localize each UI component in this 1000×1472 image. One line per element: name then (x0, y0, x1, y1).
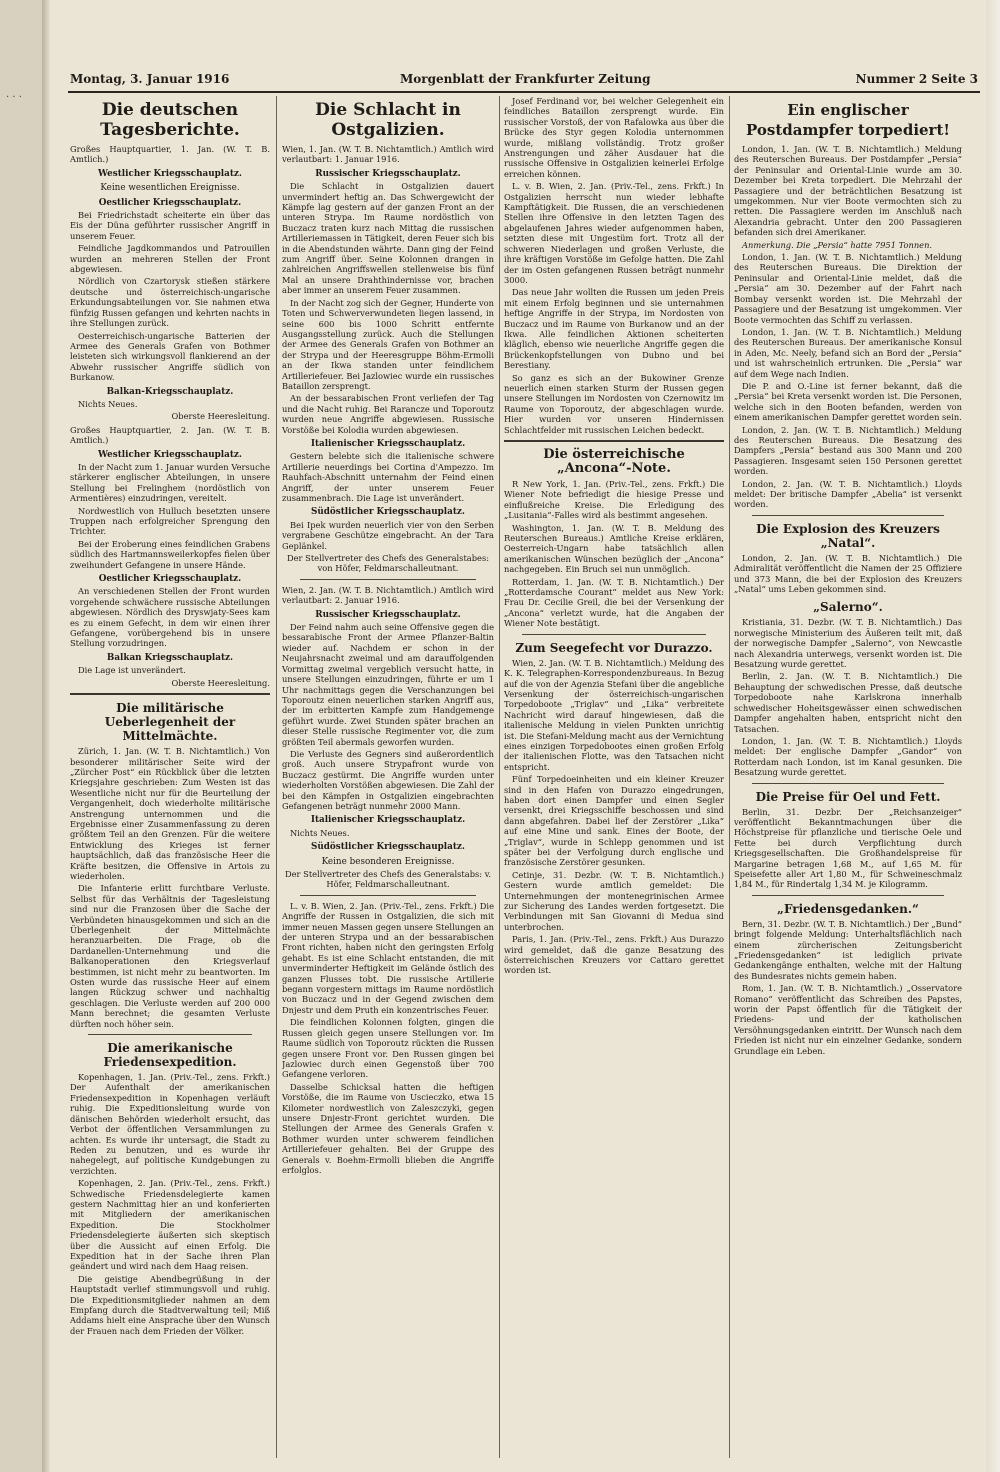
paragraph: Bei Ipek wurden neuerlich vier von den Serben vergrabene Geschütze eingebracht. An der Tara Geplänkel. (282, 519, 494, 551)
column-rule (729, 96, 730, 1458)
article-separator (522, 634, 706, 635)
header-page-number: Nummer 2 Seite 3 (855, 72, 978, 86)
paragraph: Die Schlacht in Ostgalizien dauert unvermindert heftig an. Das Schwergewicht der Kämpfe lag gestern auf der ganzen Front an der unteren Strypa. Im Raume nordöstlich von Buczacz traten kurz nach Mittag die russischen Artilleriemassen in Tätigkeit, deren Feuer sich bis in die Abendstunden währte. Dann ging der Feind zum Angriff über. Seine Kolonnen drangen in zahlreichen Angriffswellen stellenweise bis fünf Mal an unsere Drahthindernisse vor, brachen aber immer an unserem Feuer zusammen. (282, 181, 494, 296)
column-2 (282, 96, 494, 1458)
paragraph: Fünf Torpedoeinheiten und ein kleiner Kreuzer sind in den Hafen von Durazzo eingedrungen, haben dort einen Dampfer und einen Segler versenkt, drei Kriegsschiffe beschossen und sind dann abgefahren. Dabei lief der Zerstörer „Lika“ auf eine Mine und sank. Eines der Boote, der „Triglav“, wurde in Schlepp genommen und ist später bei der Verfolgung durch englische und französische Zerstörer gesunken. (504, 774, 724, 868)
section-heading: Balkan Kriegsschauplatz. (106, 652, 234, 663)
article-title: „Friedensgedanken.“ (777, 901, 919, 916)
article-title: Die österreichische „Ancona“-Note. (543, 447, 685, 476)
section-heading: Russischer Kriegsschauplatz. (315, 168, 461, 179)
paragraph: Bern, 31. Dezbr. (W. T. B. Nichtamtlich.) Der „Bund“ bringt folgende Meldung: Unterhaltsflächlich nach einem zürcherischen Zeitungsbericht „Friedensgedanken“ ist lediglich private Gedankengänge enthalten, welche mit der Haltung des Bundesrates nichts gemein haben. (734, 918, 962, 981)
section-heading: Balkan-Kriegsschauplatz. (106, 386, 234, 397)
signature: Oberste Heeresleitung. (171, 411, 270, 422)
paragraph: Zürich, 1. Jan. (W. T. B. Nichtamtlich.) Von besonderer militärischer Seite wird der „Zürcher Post“ ein Rückblick über die letzten Kriegsjahre geschrieben: Zum Westen ist das Wesentliche nicht nur für die Beurteilung der Vergangenheit, doch wiederholte militärische Anstrengung unternommen und die Ergebnisse einer Zusammenfassung zu deren größtem Teil an den Grenzen. Für die weitere Entwicklung des Krieges ist ferner hauptsächlich, daß das französische Heer die Kräfte besitzen, die Offensive in Artois zu wiederholen. (70, 746, 270, 881)
paragraph: Kristiania, 31. Dezbr. (W. T. B. Nichtamtlich.) Das norwegische Ministerium des Äußeren teilt mit, daß der norwegische Dampfer „Salerno“, von Newcastle nach Alexandria unterwegs, versenkt worden ist. Die Besatzung wurde gerettet. (734, 617, 962, 670)
paragraph: Nordwestlich von Hulluch besetzten unsere Truppen nach erfolgreicher Sprengung den Trichter. (70, 505, 270, 537)
article-title: Die Schlacht in Ostgalizien. (315, 100, 461, 140)
page-header (70, 72, 978, 90)
section-heading: Südöstlicher Kriegsschauplatz. (311, 507, 465, 518)
paragraph: An verschiedenen Stellen der Front wurden vorgehende schwächere russische Abteilungen abgewiesen. Nördlich des Dryswjaty-Sees kam es zu einem Gefecht, in dem wir einen ihrer Gefangene, vorübergehend bis in unsere Stellung vorzudringen. (70, 586, 270, 649)
adjacent-page-fragment: · · · (0, 0, 43, 1472)
paragraph: L. v. B. Wien, 2. Jan. (Priv.-Tel., zens. Frkft.) Die Angriffe der Russen in Ostgalizien, die sich mit immer neuen Massen gegen unsere Stellungen an der unteren Strypa und an der bessarabischen Front richten, haben nicht den geringsten Erfolg gehabt. Es ist eine Schlacht entstanden, die mit unverminderter Heftigkeit im Gelände östlich des ganzen Flusses tobt. Die russische Artillerie begann vorgestern mittags im Raume nordöstlich von Buczacz und in der Gegend zwischen dem Dnjestr und dem Pruth ein konzentrisches Feuer. (282, 900, 494, 1015)
paragraph: Gestern belebte sich die italienische schwere Artillerie neuerdings bei Cortina d'Ampezzo. Im Rauhfach-Abschnitt unternahm der Feind einen Angriff, der unter unserem Feuer zusammenbrach. Die Lage ist unverändert. (282, 451, 494, 503)
paragraph: Die Infanterie erlitt furchtbare Verluste. Selbst für das Verhältnis der Tagesleistung sind nur die Franzosen über die Sache der Verbündeten hinausgekommen und sich an die Überlegenheit der Mittelmächte heranzuarbeiten. Die Frage, ob die Dardanellen-Unternehmung und die Balkanoperationen den Kriegsverlauf bestimmen, ist nicht mehr zu beantworten. Im Osten wurde das russische Heer auf einem langen Rückzug schwer und nachhaltig geschlagen. Die Verluste werden auf 200 000 Mann berechnet; die gesamten Verluste dürften noch höher sein. (70, 883, 270, 1029)
paragraph: Bei der Eroberung eines feindlichen Grabens südlich des Hartmannsweilerkopfes fielen über zweihundert Gefangene in unsere Hände. (70, 538, 270, 570)
paragraph: Bei Friedrichstadt scheiterte ein über das Eis der Düna geführter russischer Angriff in unserem Feuer. (70, 210, 270, 241)
paragraph: Paris, 1. Jan. (Priv.-Tel., zens. Frkft.) Aus Durazzo wird gemeldet, daß die ganze Besatzung des österreichischen Kreuzers vor Cattaro gerettet worden ist. (504, 934, 724, 976)
dateline: Großes Hauptquartier, 1. Jan. (W. T. B. Amtlich.) (70, 144, 270, 165)
paragraph: Cetinje, 31. Dezbr. (W. T. B. Nichtamtlich.) Gestern wurde amtlich gemeldet: Die Unternehmungen der montenegrinischen Armee zur Sicherung des Landes werden fortgesetzt. Die Verbindungen mit San Giovanni di Medua sind unterbrochen. (504, 869, 724, 932)
header-date: Montag, 3. Januar 1916 (70, 72, 230, 86)
paragraph: Rotterdam, 1. Jan. (W. T. B. Nichtamtlich.) Der „Rotterdamsche Courant“ meldet aus New York: Frau Dr. Cecilie Greil, die bei der Versenkung der „Ancona“ verletzt wurde, hat die Angaben der Wiener Note bestätigt. (504, 576, 724, 629)
paragraph: Feindliche Jagdkommandos und Patrouillen wurden an mehreren Stellen der Front abgewiesen. (70, 243, 270, 275)
article-title: Zum Seegefecht vor Durazzo. (515, 640, 713, 655)
column-3 (504, 96, 724, 1458)
paragraph: London, 2. Jan. (W. T. B. Nichtamtlich.) Meldung des Reuterschen Bureaus. Die Besatzung des Dampfers „Persia“ bestand aus 300 Mann und 200 Passagieren. Insgesamt seien 150 Personen gerettet worden. (734, 424, 962, 477)
paragraph: Der Feind nahm auch seine Offensive gegen die bessarabische Front der Armee Pflanzer-Baltin wieder auf. Nachdem er schon in der Neujahrsnacht zweimal und am darauffolgenden Vormittag zweimal vergeblich versucht hatte, in unsere Stellungen einzudringen, führte er um 1 Uhr nachmittags gegen die Verschanzungen bei Toporoutz einen neuerlichen starken Angriff aus, der im erbitterten Kampfe zum Handgemenge geführt wurde. Zwei Stunden später brachen an dieser Stelle russische Regimenter vor, die zum größten Teil abermals geworfen wurden. (282, 622, 494, 747)
section-text: Keine wesentlichen Ereignisse. (100, 183, 240, 194)
paragraph: Berlin, 31. Dezbr. Der „Reichsanzeiger“ veröffentlicht Bekanntmachungen über die Höchstpreise für pflanzliche und tierische Oele und Fette bei durch Verpflichtung durch Kriegsgesellschaften. Die Großhandelspreise für Margarine betragen 1,68 M., auf 1,65 M. für Speisefette aller Art 1,80 M., für Schweineschmalz 1,84 M., für Rindertalg 1,34 M. je Kilogramm. (734, 806, 962, 890)
note: Anmerkung. Die „Persia“ hatte 7951 Tonnen. (742, 239, 933, 250)
paragraph: Die Lage ist unverändert. (78, 665, 186, 676)
section-heading: Südöstlicher Kriegsschauplatz. (311, 842, 465, 853)
paragraph: Kopenhagen, 2. Jan. (Priv.-Tel., zens. Frkft.) Schwedische Friedensdelegierte kamen gestern Nachmittag hier an und konferierten mit Mitgliedern der amerikanischen Expedition. Die Stockholmer Friedensdelegierte äußerten sich skeptisch über die Aussicht auf einen Erfolg. Die Expedition hat in der Sache ihren Plan geändert und wird nach dem Haag reisen. (70, 1178, 270, 1272)
article-separator (752, 895, 944, 896)
article-title: Die amerikanische Friedensexpedition. (103, 1041, 237, 1070)
paragraph: Das neue Jahr wollten die Russen um jeden Preis mit einem Erfolg beginnen und sie unternahmen heftige Angriffe in der Strypa, im Nordosten von Buczacz und im Raume von Burkanow und an der Ikwa. Alle feindlichen Aktionen scheiterten kläglich, ebenso wie neuerliche Angriffe gegen die Brückenkopfstellungen von Dubno und bei Berestiany. (504, 287, 724, 371)
signature: Der Stellvertreter des Chefs des Generalstabs: v. Höfer, Feldmarschalleutnant. (284, 869, 492, 890)
article-title: Ein englischer Postdampfer torpediert! (746, 101, 950, 139)
paragraph: Kopenhagen, 1. Jan. (Priv.-Tel., zens. Frkft.) Der Aufenthalt der amerikanischen Friedensexpedition in Kopenhagen verläuft ruhig. Die Expeditionsleitung wurde von dänischen Behörden wiederholt ersucht, das Verbot der öffentlichen Versammlungen zu achten. Es wurde ihr untersagt, die Stadt zu Reden zu benutzen, und es wurde ihr nahegelegt, auf politische Kundgebungen zu verzichten. (70, 1072, 270, 1176)
section-heading: Westlicher Kriegsschauplatz. (98, 168, 242, 179)
section-heading: Oestlicher Kriegsschauplatz. (98, 574, 242, 585)
article-separator (752, 783, 944, 784)
paragraph: Die Verluste des Gegners sind außerordentlich groß. Auch unsere Strypafront wurde von Buczacz gestürmt. Die Angriffe wurden unter wiederholten Vorstößen abgewiesen. Die Zahl der bei den Kämpfen in Ostgalizien eingebrachten Gefangenen beträgt nunmehr 2000 Mann. (282, 748, 494, 811)
dateline: Wien, 1. Jan. (W. T. B. Nichtamtlich.) Amtlich wird verlautbart: 1. Januar 1916. (282, 144, 494, 165)
column-rule (499, 96, 500, 1458)
paragraph: Rom, 1. Jan. (W. T. B. Nichtamtlich.) „Osservatore Romano“ veröffentlicht das Schreiben des Papstes, worin der Papst öffentlich für die Tätigkeit der Friedens- und der katholischen Versöhnungsgedanken eintritt. Der Wunsch nach dem Frieden ist nicht nur ein einzelner Gedanke, sondern Grundlage ein Leben. (734, 983, 962, 1056)
section-heading: Italienischer Kriegsschauplatz. (310, 815, 466, 826)
paragraph: Josef Ferdinand vor, bei welcher Gelegenheit ein feindliches Bataillon zersprengt wurde. Ein russischer Vorstoß, der von Rafalowka aus über die Brücke des Styr gegen Kolodia unternommen wurde, mißlang vollständig. Trotz großer Anstrengungen und zäher Ausdauer hat die russische Offensive in Ostgalizien keinerlei Erfolge erreichen können. (504, 96, 724, 179)
paragraph: Nichts Neues. (290, 827, 350, 838)
dateline: Großes Hauptquartier, 2. Jan. (W. T. B. Amtlich.) (70, 424, 270, 446)
article-title: Die militärische Ueberlegenheit der Mittelmächte. (104, 701, 236, 744)
paragraph: Nördlich von Czartorysk stießen stärkere deutsche und österreichisch-ungarische Erkundungsabteilungen vor. Sie nahmen etwa fünfzig Russen gefangen und kehrten nachts in ihre Stellungen zurück. (70, 276, 270, 329)
paragraph: R New York, 1. Jan. (Priv.-Tel., zens. Frkft.) Die Wiener Note befriedigt die hiesige Presse und einflußreiche Kreise. Die Erledigung des „Lusitania“-Falles wird als bestimmt angesehen. (504, 479, 724, 521)
page-edge (986, 0, 1000, 1472)
paragraph: Die geistige Abendbegrüßung in der Hauptstadt verlief stimmungsvoll und ruhig. Die Expeditionsmitglieder nahmen an dem Empfang durch die Stadtverwaltung teil; Miß Addams hielt eine Ansprache über den Wunsch der Frauen nach dem Frieden der Völker. (70, 1273, 270, 1336)
paragraph: So ganz es sich an der Bukowiner Grenze neuerlich einen starken Sturm der Russen gegen unsere Stellungen im Nordosten von Czernowitz im Raume von Toporoutz, der abgeschlagen wurde. Hier wurden vor unseren Hindernissen Schlachtfelder mit russischen Leichen bedeckt. (504, 372, 724, 435)
paragraph: London, 1. Jan. (W. T. B. Nichtamtlich.) Meldung des Reuterschen Bureaus. Der Postdampfer „Persia“ der Peninsular and Oriental-Linie wurde am 30. Dezember bei Kreta torpediert. Die Mehrzahl der Passagiere und der beträchtlichen Besatzung ist umgekommen. Nur vier Boote vermochten sich zu retten. Die Passagiere werden im Anschluß nach Alexandria gebracht. Unter den 200 Passagieren befanden sich drei Amerikaner. (734, 144, 962, 238)
article-separator (88, 1034, 252, 1035)
paragraph: Wien, 2. Jan. (W. T. B. Nichtamtlich.) Meldung des K. K. Telegraphen-Korrespondenzbureaus. In Bezug auf die von der Agenzia Stefani über die angebliche Versenkung der österreichisch-ungarischen Torpedoboote „Triglav“ und „Lika“ verbreitete Nachricht wird darauf hingewiesen, daß die italienische Meldung in vielen Punkten unrichtig ist. Die Stefani-Meldung macht aus der Vernichtung eines einzigen Torpedobootes einen großen Erfolg der italienischen Flotte, was den Tatsachen nicht entspricht. (504, 657, 724, 772)
paragraph: An der bessarabischen Front verliefen der Tag und die Nacht ruhig. Bei Rarancze und Toporoutz wurden neue Angriffe abgewiesen. Russische Vorstöße bei Kolodia wurden abgewiesen. (282, 393, 494, 435)
article-separator (504, 440, 724, 442)
article-separator (300, 895, 476, 896)
paragraph: London, 2. Jan. (W. T. B. Nichtamtlich.) Die Admiralität veröffentlicht die Namen der 25 Offiziere und 373 Mann, die bei der Explosion des Kreuzers „Natal“ ums Leben gekommen sind. (734, 552, 962, 595)
column-rule (276, 96, 277, 1458)
article-separator (300, 579, 476, 580)
article-title: Die Preise für Oel und Fett. (755, 789, 941, 804)
column-4 (734, 96, 962, 1458)
paragraph: Washington, 1. Jan. (W. T. B. Meldung des Reuterschen Bureaus.) Amtliche Kreise erklären, Oesterreich-Ungarn habe tatsächlich allen amerikanischen Wünschen bezüglich der „Ancona“ nachgegeben. Ein Bruch sei nun unmöglich. (504, 522, 724, 575)
section-heading: Russischer Kriegsschauplatz. (315, 609, 461, 620)
paragraph: Dasselbe Schicksal hatten die heftigen Vorstöße, die im Raume von Uscieczko, etwa 15 Kilometer nordwestlich von Zaleszczyki, gegen unsere Dnjestr-Front gerichtet wurden. Die Stellungen der Armee des Generals Grafen v. Bothmer wurden unter schwerem feindlichen Artilleriefeuer gehalten. Bei der Gruppe des Generals v. Boehm-Ermolli blieben die Angriffe erfolglos. (282, 1081, 494, 1175)
paragraph: Die P. and O.-Line ist ferner bekannt, daß die „Persia“ bei Kreta versenkt worden ist. Die Personen, welche sich in den Booten befanden, werden von einem amerikanischen Dampfer gerettet worden sein. (734, 380, 962, 423)
section-heading: Oestlicher Kriegsschauplatz. (98, 197, 242, 208)
page-gutter (42, 0, 50, 1472)
paragraph: Nichts Neues. (78, 398, 138, 409)
signature: Oberste Heeresleitung. (171, 677, 270, 688)
dateline: Wien, 2. Jan. (W. T. B. Nichtamtlich.) Amtlich wird verlautbart: 2. Januar 1916. (282, 584, 494, 606)
paragraph: In der Nacht zum 1. Januar wurden Versuche stärkerer englischer Abteilungen, in unsere Stellung bei Frelinghem (nordöstlich von Armentières) einzudringen, vereitelt. (70, 461, 270, 504)
paragraph: Berlin, 2. Jan. (W. T. B. Nichtamtlich.) Die Behauptung der schwedischen Presse, daß deutsche Torpedoboote nahe Karlskrona innerhalb schwedischer Hoheitsgewässer einen schwedischen Dampfer angehalten haben, entspricht nicht den Tatsachen. (734, 671, 962, 734)
paragraph: London, 2. Jan. (W. T. B. Nichtamtlich.) Lloyds meldet: Der britische Dampfer „Abelia“ ist versenkt worden. (734, 478, 962, 510)
paragraph: L. v. B. Wien, 2. Jan. (Priv.-Tel., zens. Frkft.) In Ostgalizien herrscht nun wieder lebhafte Kampftätigkeit. Die Russen, die an verschiedenen Stellen ihre Offensive in den letzten Tagen des abgelaufenen Jahres wieder aufgenommen haben, setzten diese mit Ungestüm fort. Trotz all der schweren Niederlagen und großen Verluste, die ihre kräftigen Vorstöße im Gefolge hatten. Die Zahl der im Osten gefangenen Russen beträgt nunmehr 3000. (504, 181, 724, 285)
article-title: Die deutschen Tagesberichte. (100, 100, 240, 140)
paragraph: London, 1. Jan. (W. T. B. Nichtamtlich.) Lloyds meldet: Der englische Dampfer „Gandor“ von Rotterdam nach London, ist im Kanal gesunken. Die Besatzung wurde gerettet. (734, 735, 962, 778)
paragraph: London, 1. Jan. (W. T. B. Nichtamtlich.) Meldung des Reuterschen Bureaus. Die Direktion der Peninsular and Oriental-Linie meldet, daß die „Persia“ am 30. Dezember auf der Fahrt nach Bombay versenkt worden ist. Die Mehrzahl der Passagiere und der Besatzung ist umgekommen. Vier Boote vermochten das Schiff zu verlassen. (734, 252, 962, 325)
section-heading: Italienischer Kriegsschauplatz. (310, 438, 466, 449)
article-title: „Salerno“. (813, 600, 883, 615)
header-masthead: Morgenblatt der Frankfurter Zeitung (400, 72, 651, 86)
article-title: Die Explosion des Kreuzers „Natal“. (756, 521, 940, 550)
article-separator (70, 693, 270, 695)
paragraph: Oesterreichisch-ungarische Batterien der Armee des Generals Grafen von Bothmer leisteten sich wirkungsvoll flankierend an der Abwehr russischer Angriffe südlich von Burkanow. (70, 330, 270, 383)
paragraph: London, 1. Jan. (W. T. B. Nichtamtlich.) Meldung des Reuterschen Bureaus. Der amerikanische Konsul in Aden, Mc. Neely, befand sich an Bord der „Persia“ und ist wahrscheinlich ertrunken. Die „Persia“ war auf dem Wege nach Indien. (734, 326, 962, 379)
article-separator (752, 515, 944, 516)
paragraph: Die feindlichen Kolonnen folgten, gingen die Russen gleich gegen unsere Stellungen vor. Im Raume südlich von Toporoutz rückten die Russen gegen unsere Front vor. Den Russen gingen bei Jazlowiec durch einen Gegenstoß über 700 Gefangene verloren. (282, 1017, 494, 1080)
signature: Der Stellvertreter des Chefs des Generalstabes: von Höfer, Feldmarschalleutnant. (287, 553, 489, 574)
paragraph: In der Nacht zog sich der Gegner, Hunderte von Toten und Schwerverwundeten liegen lassend, in seine 600 bis 1000 Schritt entfernte Ausgangsstellung zurück. Auch die Stellungen der Armee des Generals Grafen von Bothmer an der Strypa und der Heeresgruppe Böhm-Ermolli an der Ikwa standen unter feindlichem Artilleriefeuer. Bei Jazlowiec wurde ein russisches Bataillon zersprengt. (282, 297, 494, 391)
section-text: Keine besonderen Ereignisse. (321, 856, 455, 867)
header-rule (68, 91, 980, 93)
section-heading: Westlicher Kriegsschauplatz. (98, 449, 242, 460)
column-1 (70, 96, 270, 1458)
